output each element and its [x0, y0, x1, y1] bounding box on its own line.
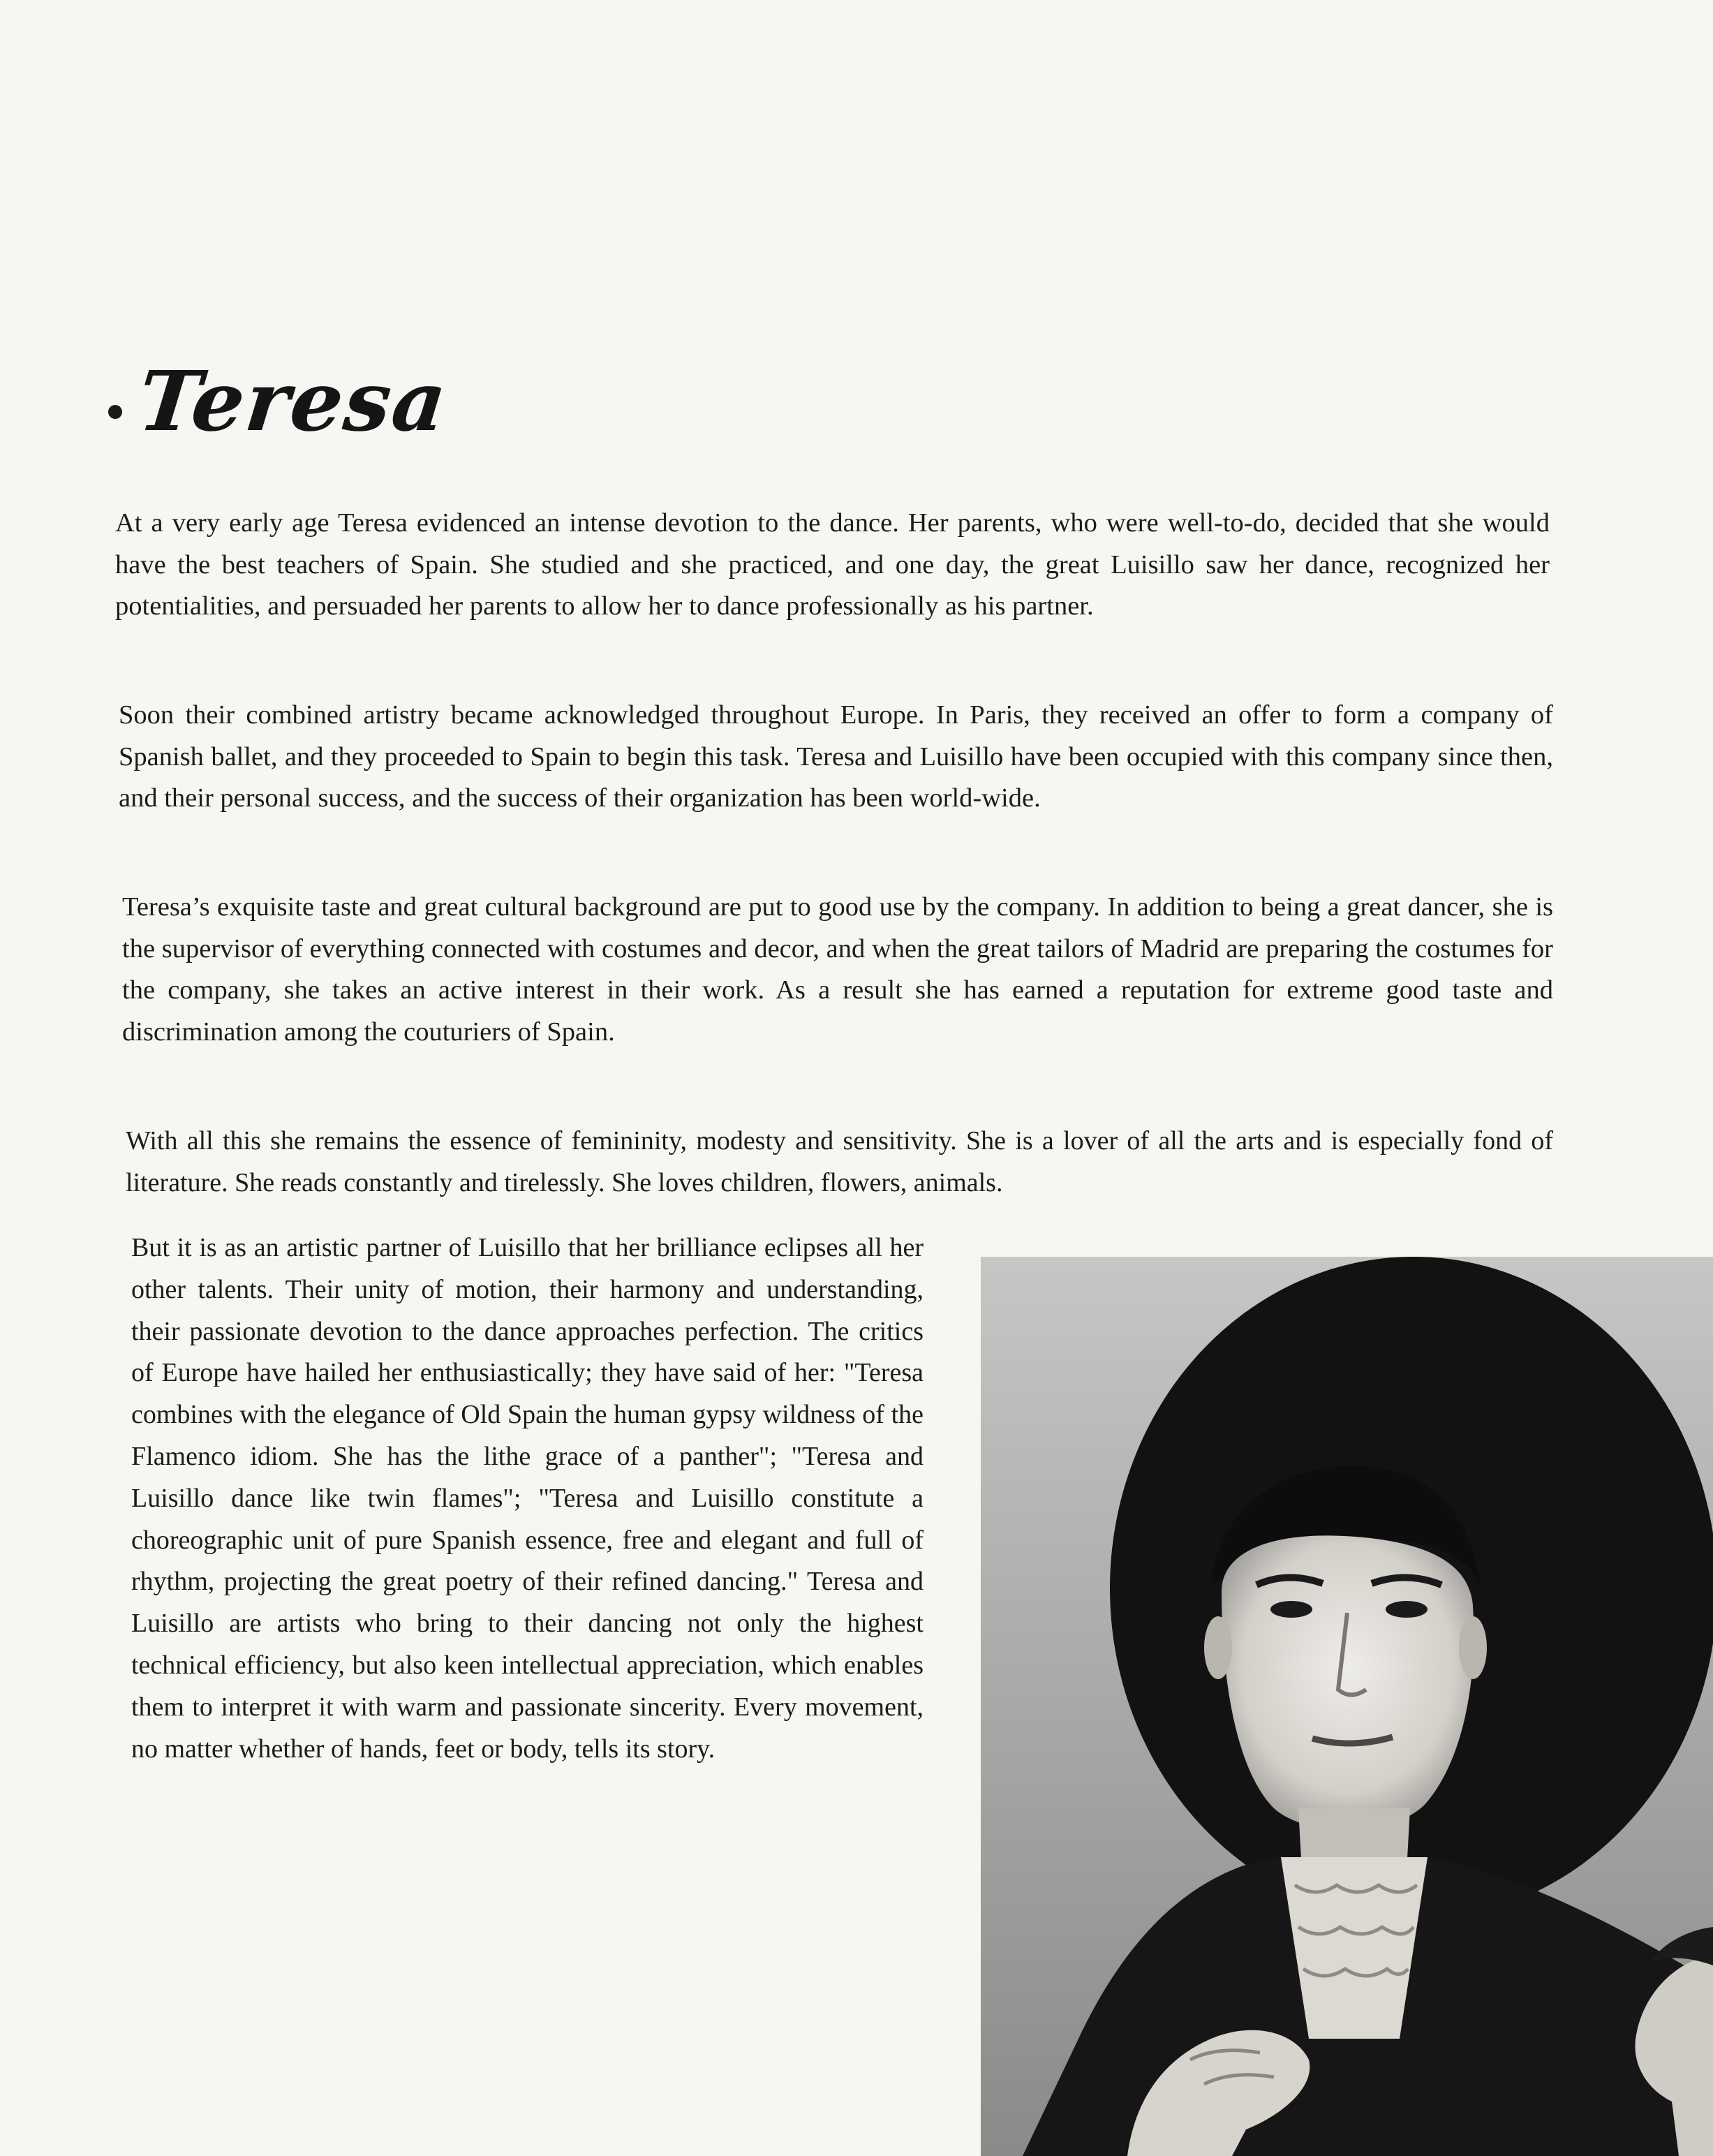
paragraph-costumes: Teresa’s exquisite taste and great cultural background are put to good use by the company. In addition to being a great dancer, she is the supervisor of everything connected with costumes and decor, and when the great tailors of Madrid are preparing the costumes for the company, she takes an active interest in their work. As a result she has earned a reputation for extreme good taste and discrimination among the couturiers of Spain.	[122, 892, 1553, 1047]
bullet-icon	[108, 405, 122, 419]
page-title	[108, 349, 452, 454]
dancer-photograph-drawing	[981, 1257, 1713, 2156]
page-title-text: Teresa	[133, 353, 452, 450]
paragraph-personality: With all this she remains the essence of femininity, modesty and sensitivity. She is a lover of all the arts and is especially fond of literature. She reads constantly and tirelessly. She loves children, flowers, animals.	[126, 1126, 1553, 1197]
paragraph-career: Soon their combined artistry became acknowledged throughout Europe. In Paris, they received an offer to form a company of Spanish ballet, and they proceeded to Spain to begin this task. Teresa and Luisillo have been occupied with this company since then, and their personal success, and the success of their organization has been world-wide.	[119, 700, 1553, 813]
paragraph-early-life: At a very early age Teresa evidenced an intense devotion to the dance. Her parents, who were well-to-do, decided that she would have the best teachers of Spain. She studied and she practiced, and one day, the great Luisillo saw her dance, recognized her potentialities, and persuaded her parents to allow her to dance professionally as his partner.	[115, 508, 1550, 621]
dancer-photograph	[981, 1257, 1713, 2156]
paragraph-partnership: But it is as an artistic partner of Luisillo that her brilliance eclipses all her other talents. Their unity of motion, their harmony and understanding, their passionate devotion to the dance approaches perfection. The critics of Europe have hailed her enthusiastically; they have said of her: "Teresa combines with the elegance of Old Spain the human gypsy wildness of the Flamenco idiom. She has the lithe grace of a panther"; "Teresa and Luisillo dance like twin flames"; "Teresa and Luisillo constitute a choreographic unit of pure Spanish essence, free and elegant and full of rhythm, projecting the great poetry of their refined dancing." Teresa and Luisillo are artists who bring to their dancing not only the highest technical efficiency, but also keen intellectual appreciation, which enables them to interpret it with warm and passionate sincerity. Every movement, no matter whether of hands, feet or body, tells its story.	[131, 1233, 924, 1764]
